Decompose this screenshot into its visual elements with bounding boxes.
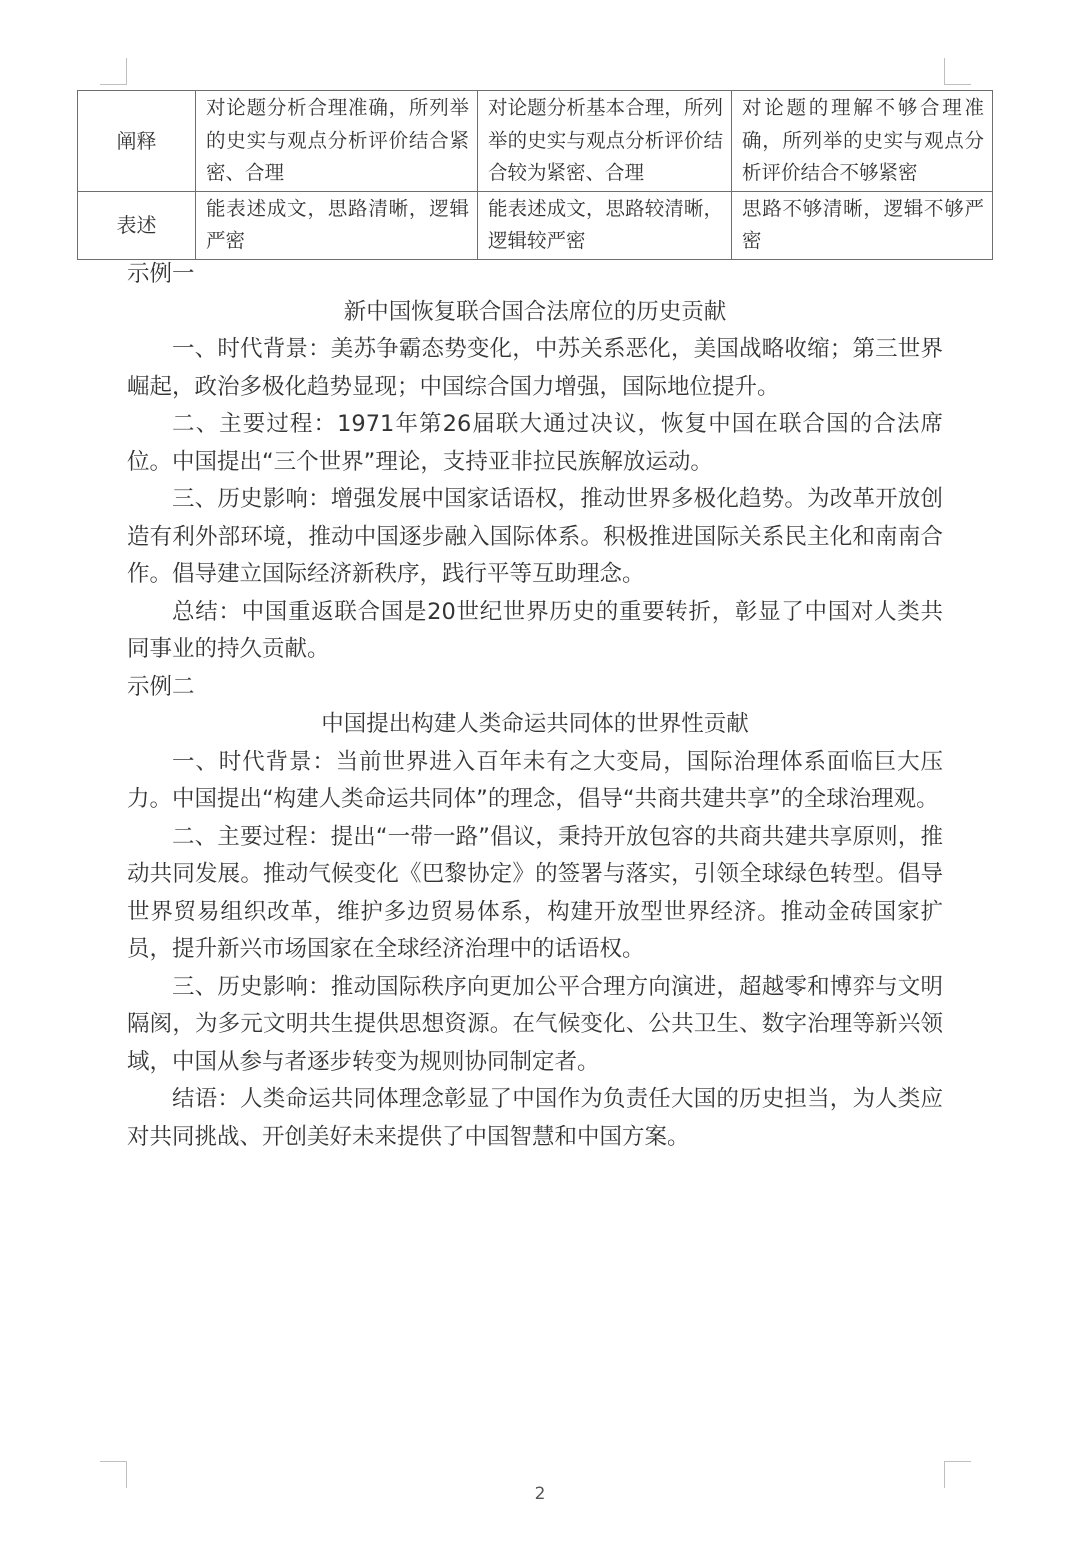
paragraph: 二、主要过程：1971年第26届联大通过决议，恢复中国在联合国的合法席位。中国提出“三个世界”理论，支持亚非拉民族解放运动。 (127, 411, 943, 475)
margin-mark-top-right (944, 58, 971, 85)
row-label: 表述 (78, 191, 196, 259)
table-cell: 对论题分析合理准确，所列举的史实与观点分析评价结合紧密、合理 (196, 91, 478, 192)
paragraph: 结语：人类命运共同体理念彰显了中国作为负责任大国的历史担当，为人类应对共同挑战、开创美好未来提供了中国智慧和中国方案。 (127, 1086, 943, 1150)
table-cell: 对论题分析基本合理，所列举的史实与观点分析评价结合较为紧密、合理 (478, 91, 732, 192)
paragraph: 三、历史影响：推动国际秩序向更加公平合理方向演进，超越零和博弈与文明隔阂，为多元文明共生提供思想资源。在气候变化、公共卫生、数字治理等新兴领域，中国从参与者逐步转变为规则协同制定者。 (127, 973, 943, 1075)
scoring-criteria-table (77, 90, 993, 260)
paragraph: 二、主要过程：提出“一带一路”倡议，秉持开放包容的共商共建共享原则，推动共同发展。推动气候变化《巴黎协定》的签署与落实，引领全球绿色转型。倡导世界贸易组织改革，维护多边贸易体系，构建开放型世界经济。推动金砖国家扩员，提升新兴市场国家在全球经济治理中的话语权。 (127, 823, 943, 962)
table-row (78, 91, 993, 192)
table-cell: 思路不够清晰，逻辑不够严密 (732, 191, 993, 259)
paragraph: 一、时代背景：美苏争霸态势变化，中苏关系恶化，美国战略收缩；第三世界崛起，政治多极化趋势显现；中国综合国力增强，国际地位提升。 (127, 336, 943, 400)
table-row (78, 191, 993, 259)
table-cell: 能表述成文，思路清晰，逻辑严密 (196, 191, 478, 259)
page-number: 2 (534, 1484, 546, 1504)
paragraph: 三、历史影响：增强发展中国家话语权，推动世界多极化趋势。为改革开放创造有利外部环境，推动中国逐步融入国际体系。积极推进国际关系民主化和南南合作。倡导建立国际经济新秩序，践行平等互助理念。 (127, 486, 943, 587)
document-body (127, 256, 943, 1156)
paragraph: 一、时代背景：当前世界进入百年未有之大变局，国际治理体系面临巨大压力。中国提出“构建人类命运共同体”的理念，倡导“共商共建共享”的全球治理观。 (127, 748, 943, 812)
row-label: 阐释 (78, 91, 196, 192)
essay-title: 中国提出构建人类命运共同体的世界性贡献 (321, 711, 749, 737)
paragraph: 总结：中国重返联合国是20世纪世界历史的重要转折，彰显了中国对人类共同事业的持久贡献。 (127, 598, 943, 662)
margin-mark-top-left (100, 58, 127, 85)
table-cell: 能表述成文，思路较清晰，逻辑较严密 (478, 191, 732, 259)
example-heading: 示例二 (127, 673, 195, 700)
table-cell: 对论题的理解不够合理准确，所列举的史实与观点分析评价结合不够紧密 (732, 91, 993, 192)
example-heading: 示例一 (127, 261, 195, 287)
essay-title: 新中国恢复联合国合法席位的历史贡献 (343, 298, 727, 325)
example-two (127, 669, 943, 1157)
example-one (127, 256, 943, 669)
